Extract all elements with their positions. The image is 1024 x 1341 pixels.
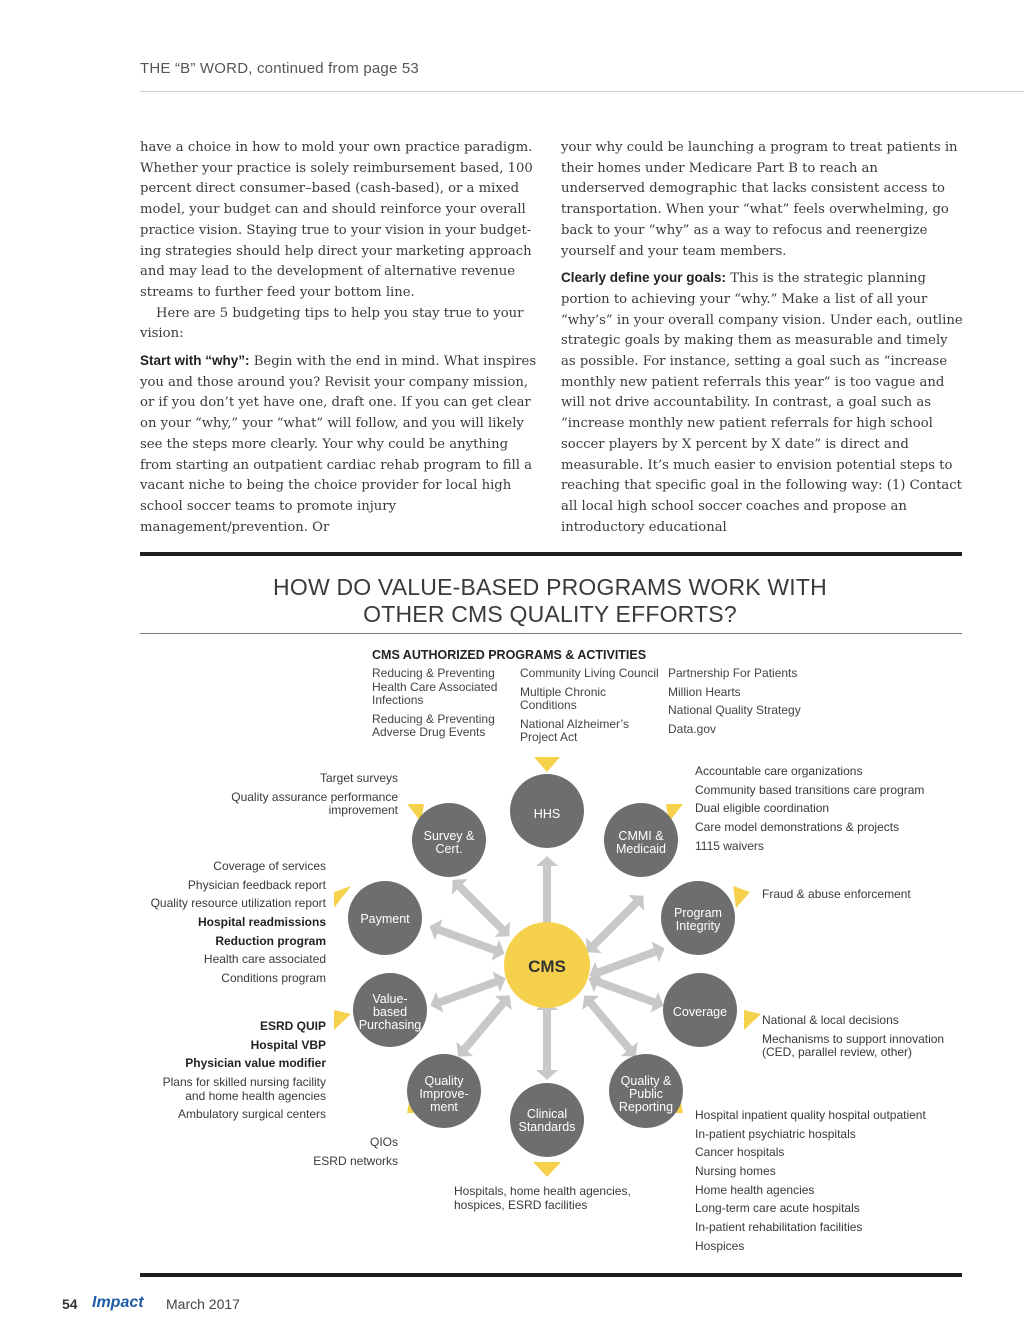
label-item: Home health agencies	[695, 1182, 815, 1197]
label-item: Dual eligible coordination	[695, 801, 830, 816]
label-group-cmmi	[695, 765, 965, 858]
triangle-pointer-icon	[534, 757, 560, 772]
node-coverage	[663, 973, 737, 1047]
node-label: Cert.	[435, 842, 463, 856]
node-label: Value-	[372, 992, 408, 1006]
node-label: Reporting	[618, 1100, 674, 1114]
node-program-integrity	[661, 881, 735, 955]
program-item: Community Living Council	[520, 666, 659, 680]
program-item: Multiple Chronic Conditions	[520, 684, 607, 712]
node-label: HHS	[533, 807, 561, 821]
label-item: Long-term care acute hospitals	[695, 1201, 860, 1216]
node-quality-public-reporting	[609, 1054, 683, 1128]
label-group-vbp	[140, 1020, 326, 1127]
running-head: THE “B” WORD, continued from page 53	[140, 60, 419, 77]
double-arrow-icon	[450, 988, 518, 1063]
label-group-clinical	[454, 1185, 654, 1217]
triangle-pointer-icon	[334, 886, 351, 908]
node-label: Quality	[424, 1074, 464, 1088]
node-survey-cert	[412, 803, 486, 877]
node-label: Program	[674, 906, 722, 920]
label-item: Hospital readmissions	[197, 915, 326, 930]
figure-title-line: OTHER CMS QUALITY EFFORTS?	[363, 601, 737, 627]
label-item: Cancer hospitals	[695, 1145, 785, 1160]
label-group-qi	[250, 1136, 398, 1173]
paragraph-body: This is the strategic planning portion to achieving your “why.” Make a list of all your “why’s” in your overall company vision. Under each, outline strategic goals by making them as measurable and timely as possible. For instance, setting a goal such as “increase monthly new patient referrals this year” is too vague and will not drive accountability. In contrast, a goal such as “increase monthly new patient referrals for high school soccer players by X percent by X date” is direct and measurable. It’s much easier to envision potential steps to reaching that specific goal in the following way: (1) Contact all local high school soccer coaches and propose an introductory educational	[561, 271, 963, 535]
run-in-heading: Start with “why”:	[140, 353, 250, 369]
node-label: Survey &	[423, 829, 475, 843]
triangle-pointer-icon	[744, 1010, 761, 1030]
label-item: Nursing homes	[695, 1164, 776, 1179]
label-item: Hospital VBP	[250, 1037, 326, 1052]
node-label: Integrity	[675, 919, 721, 933]
label-item: Quality resource utilization report	[150, 896, 326, 911]
node-clinical-standards	[510, 1083, 584, 1157]
center-label: CMS	[528, 957, 566, 976]
program-item: National Quality Strategy	[668, 703, 801, 717]
label-item: QIOs	[369, 1135, 398, 1149]
label-group-coverage	[762, 1014, 967, 1065]
label-item: ESRD networks	[313, 1153, 398, 1168]
node-label: ment	[430, 1100, 458, 1114]
run-in-heading: Clearly define your goals:	[561, 270, 727, 286]
program-item: National Alzheimer’s Project Act	[520, 716, 629, 744]
programs-heading: CMS AUTHORIZED PROGRAMS & ACTIVITIES	[372, 648, 647, 662]
node-label: Clinical	[526, 1107, 568, 1121]
paragraph: your why could be launching a program to treat patients in their homes under Medicare Part B to reach an underserved demographic that lacks consistent access to transportation. When your “what” feels overwhelming, go back to your “why” as a way to refocus and reenergize yourself and your team members.	[561, 140, 958, 259]
label-item: Physician value modifier	[185, 1056, 326, 1071]
label-item: Care model demonstrations & projects	[695, 820, 900, 835]
paragraph-body: Begin with the end in mind. What inspires you and those around you? Revisit your company mission, or if you don’t yet have one, draft one. If you can get clear on your “why,” your “what” will follow, and you will likely see the steps more clearly. Your why could be anything from starting an outpatient cardiac rehab program to fill a vacant niche to being the choice provider for local high school soccer teams to promote injury management/prevention. Or	[140, 354, 537, 535]
node-label: Quality &	[620, 1074, 672, 1088]
label-item: Conditions program	[221, 971, 326, 986]
node-cms-center	[504, 922, 590, 1008]
program-item: Partnership For Patients	[668, 666, 798, 680]
triangle-pointer-icon	[733, 886, 750, 908]
label-item: Quality assurance performance improvement	[231, 789, 398, 818]
label-item: Community based transitions care program	[695, 782, 925, 797]
label-item: In-patient psychiatric hospitals	[695, 1126, 856, 1141]
label-item: 1115 waivers	[695, 838, 764, 853]
node-quality-improvement	[407, 1054, 481, 1128]
label-group-qpr	[695, 1109, 965, 1259]
node-cmmi-medicaid	[604, 803, 678, 877]
node-label: Standards	[518, 1120, 576, 1134]
node-label: Payment	[360, 912, 410, 926]
label-item: Reduction program	[215, 933, 326, 948]
label-item: Physician feedback report	[187, 877, 326, 892]
label-item: Coverage of services	[213, 859, 326, 873]
label-item: Mechanisms to support innovation (CED, parallel review, other)	[762, 1031, 945, 1060]
publication-logo: Impact	[92, 1294, 144, 1311]
node-label: based	[372, 1005, 408, 1019]
double-arrow-icon	[579, 888, 651, 960]
program-item: Million Hearts	[668, 684, 741, 699]
label-item: In-patient rehabilitation facilities	[695, 1220, 863, 1235]
label-item: Ambulatory surgical centers	[177, 1107, 326, 1122]
label-item: Health care associated	[203, 952, 326, 967]
node-label: Purchasing	[358, 1018, 422, 1032]
program-item: Reducing & Preventing Health Care Associated Infections	[372, 666, 498, 707]
figure-bottom-rule	[140, 1273, 962, 1277]
node-hhs	[510, 774, 584, 848]
triangle-pointer-icon	[334, 1010, 351, 1030]
label-item: Hospices	[695, 1238, 745, 1253]
label-item: Target surveys	[319, 771, 398, 785]
node-value-based-purchasing	[353, 973, 427, 1047]
node-label: Medicaid	[615, 842, 667, 856]
label-item: National & local decisions	[762, 1013, 899, 1027]
node-label: Public	[628, 1087, 664, 1101]
label-item: Fraud & abuse enforcement	[762, 887, 911, 901]
label-item: Plans for skilled nursing facility and home health agencies	[162, 1075, 326, 1103]
label-item: ESRD QUIP	[259, 1019, 326, 1033]
node-label: Improve-	[419, 1087, 469, 1101]
double-arrow-icon	[536, 1000, 558, 1080]
node-label: Coverage	[672, 1005, 728, 1019]
label-item: Accountable care organizations	[695, 764, 863, 778]
program-item: Data.gov	[668, 721, 717, 736]
page-number: 54	[62, 1296, 78, 1312]
issue-date: March 2017	[166, 1296, 240, 1312]
figure-title-line: HOW DO VALUE-BASED PROGRAMS WORK WITH	[273, 574, 827, 600]
label-item: Hospital inpatient quality hospital outpatient	[695, 1108, 926, 1122]
label-group-integrity	[762, 888, 962, 907]
node-label: CMMI &	[618, 829, 664, 843]
label-group-survey	[200, 772, 398, 823]
triangle-pointer-icon	[533, 1162, 561, 1177]
label-item: Hospitals, home health agencies, hospices, ESRD facilities	[454, 1184, 631, 1212]
program-item: Reducing & Preventing Adverse Drug Events	[372, 711, 495, 739]
double-arrow-icon	[576, 988, 644, 1063]
paragraph: have a choice in how to mold your own practice paradigm. Whether your practice is solely reimbursement based, 100 percent direct consumer–based (cash-based), or a mixed model, your budget can and should reinforce your overall practice vision. Staying true to your vision in your budget-ing strategies should help direct your marketing approach and may lead to the development of alternative revenue streams to further feed your bottom line.	[140, 140, 533, 300]
node-payment	[348, 881, 422, 955]
paragraph: Here are 5 budgeting tips to help you stay true to your vision:	[140, 305, 524, 342]
label-group-payment	[120, 860, 326, 991]
